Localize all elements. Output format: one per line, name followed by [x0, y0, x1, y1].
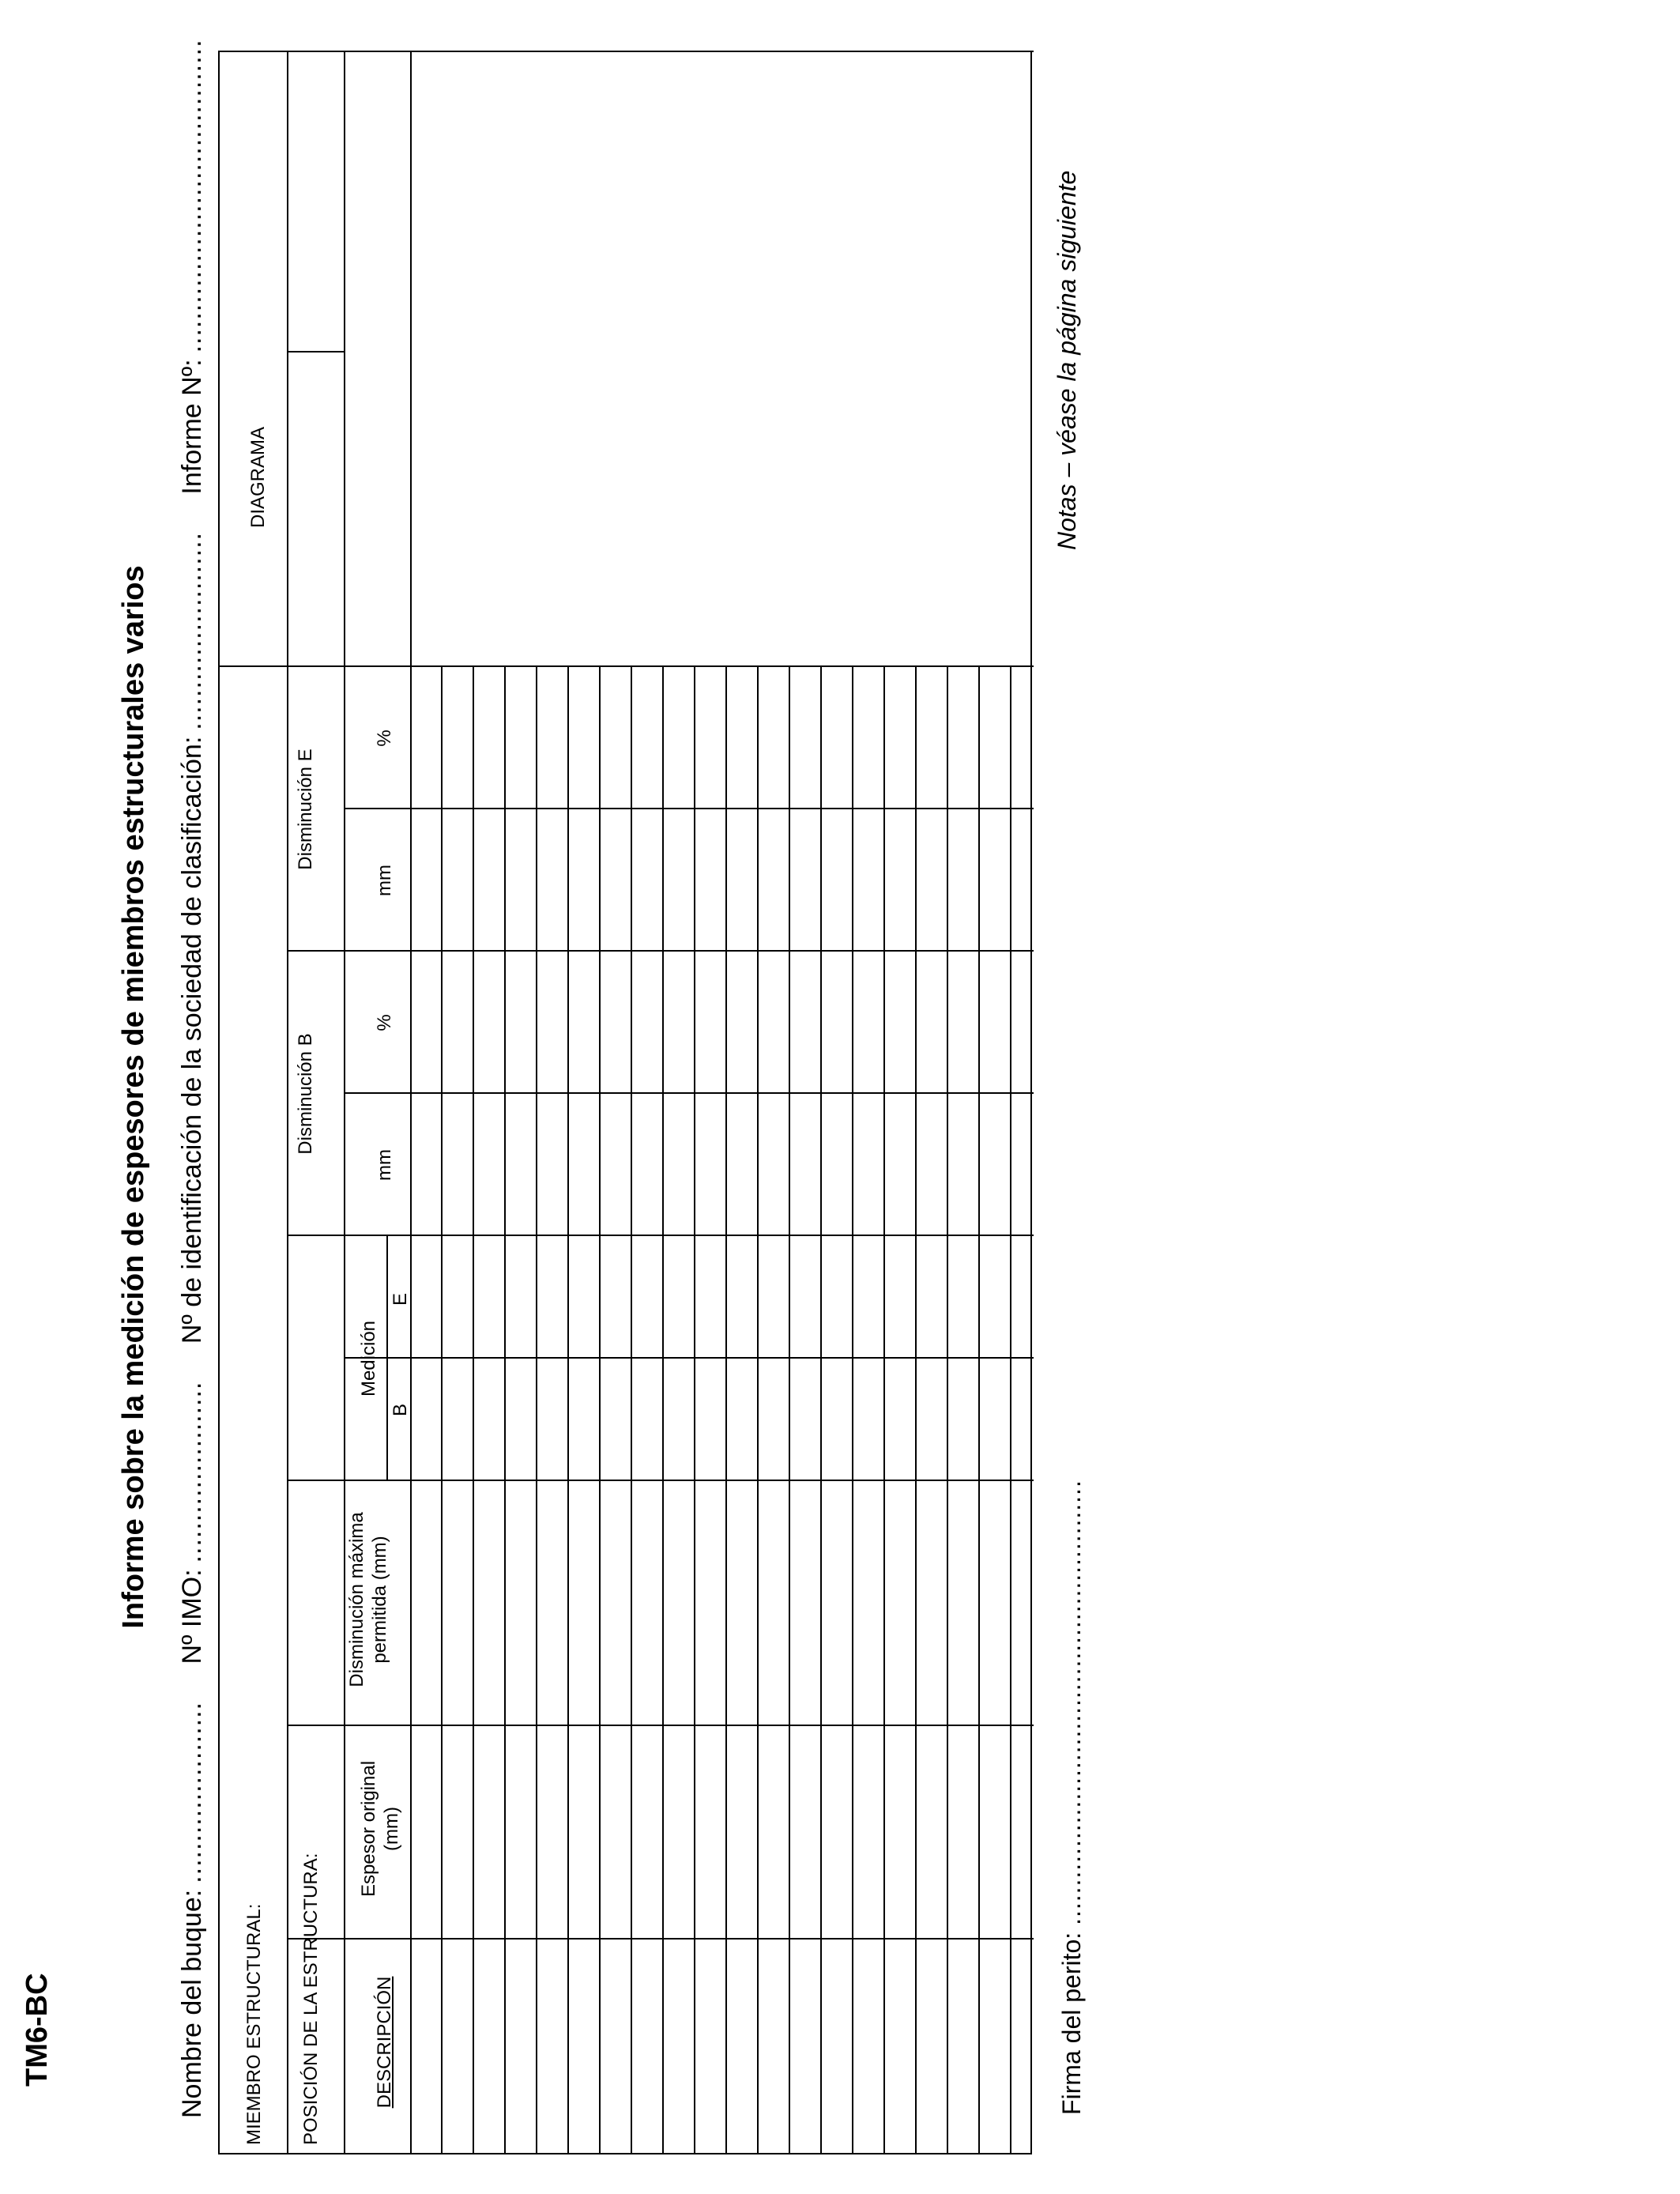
col-max-diminution: Disminución máxima permitida (mm)	[346, 1512, 390, 1687]
col-diminution-e-mm: mm	[374, 865, 395, 896]
col-description: DESCRIPCIÓN	[374, 1976, 395, 2109]
header-fields	[177, 24, 208, 2118]
report-number-label: Informe Nº:	[177, 359, 207, 495]
surveyor-signature	[1057, 1480, 1087, 2115]
class-id-label: Nº de identificación de la sociedad de clasificación:	[177, 736, 207, 1344]
col-diminution-e-pct: %	[374, 729, 395, 747]
diagram-label: DIAGRAMA	[247, 427, 269, 529]
document-id: TM6-BC	[21, 1973, 54, 2087]
measurement-table	[218, 51, 1032, 2154]
col-original-thickness: Espesor original (mm)	[358, 1760, 402, 1898]
col-measurement-e: E	[390, 1293, 411, 1306]
col-diminution-b: Disminución B	[295, 1033, 316, 1155]
class-id-field[interactable]: ........................	[177, 532, 207, 730]
report-number-field[interactable]: ......................................	[177, 39, 207, 353]
col-measurement-b: B	[390, 1404, 411, 1417]
signature-field[interactable]: .........................................................	[1057, 1480, 1086, 1925]
col-diminution-e: Disminución E	[295, 748, 316, 870]
col-measurement: Medición	[358, 1320, 379, 1397]
notes-reference: Notas – véase la página siguiente	[1053, 170, 1081, 550]
ship-name-label: Nombre del buque:	[177, 1889, 207, 2118]
form-title: Informe sobre la medición de espesores de miembros estructurales varios	[117, 565, 150, 1629]
signature-label: Firma del perito:	[1057, 1932, 1086, 2115]
row-divider	[287, 52, 288, 2153]
imo-label: Nº IMO:	[177, 1569, 207, 1664]
row-divider	[410, 52, 412, 2153]
ship-name-field[interactable]: ......................	[177, 1701, 207, 1883]
structure-position-label: POSICIÓN DE LA ESTRUCTURA:	[300, 1853, 322, 2145]
imo-field[interactable]: ......................	[177, 1381, 207, 1563]
col-diminution-b-pct: %	[374, 1014, 395, 1031]
col-diminution-b-mm: mm	[374, 1149, 395, 1181]
structural-member-label: MIEMBRO ESTRUCTURAL:	[243, 1903, 265, 2145]
